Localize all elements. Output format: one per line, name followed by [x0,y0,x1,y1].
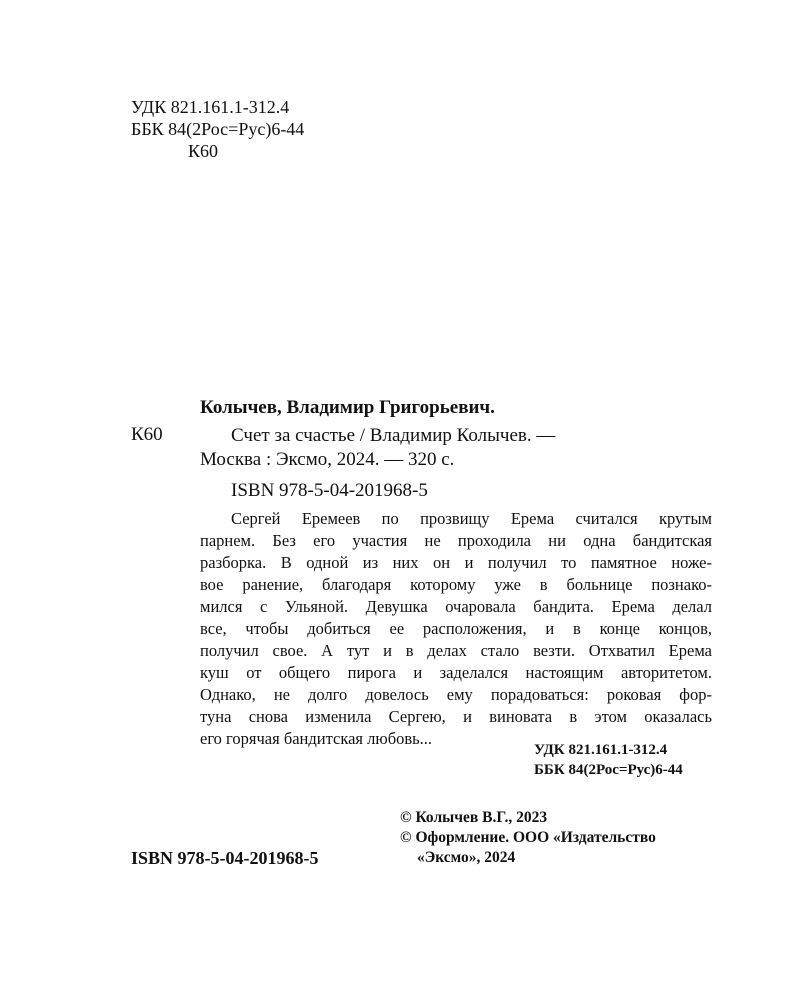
classification-codes-small [534,740,683,780]
annotation-line: Сергей Еремеев по прозвищу Ерема считался крутым [231,509,712,528]
annotation-line: парнем. Без его участия не проходила ни одна бандитская [200,531,712,550]
copyright-author: © Колычев В.Г., 2023 [400,809,548,826]
isbn-bottom: ISBN 978-5-04-201968-5 [131,848,319,868]
classification-codes [131,96,304,162]
copyright-block [400,808,656,868]
title-line: Счет за счастье / Владимир Колычев. — [231,425,556,446]
annotation-line: мился с Ульяной. Девушка очаровала бандита. Ерема делал [200,597,712,616]
annotation [200,508,712,750]
bibliographic-description [200,424,716,472]
annotation-line: все, чтобы добиться ее расположения, и в конце концов, [200,619,712,638]
annotation-line: туна снова изменила Сергею, и виновата в этом оказалась [200,707,712,726]
annotation-line: его горячая бандитская любовь... [200,729,433,748]
author-mark: К60 [188,141,219,161]
annotation-line: Однако, не долго довелось ему порадоваться: роковая фор- [200,685,712,704]
annotation-line: куш от общего пирога и заделался настоящим авторитетом. [200,663,712,682]
isbn-entry: ISBN 978-5-04-201968-5 [231,480,428,501]
annotation-line: разборка. В одной из них он и получил то памятное ноже- [200,553,712,572]
bbk-code: ББК 84(2Рос=Рус)6-44 [131,119,305,139]
copyright-publisher: «Эксмо», 2024 [417,849,516,866]
author-heading: Колычев, Владимир Григорьевич. [200,397,495,418]
udk-code-small: УДК 821.161.1-312.4 [534,742,668,758]
bbk-code-small: ББК 84(2Рос=Рус)6-44 [534,762,683,778]
annotation-line: вое ранение, благодаря которому уже в больнице познако- [200,575,712,594]
copyright-design: © Оформление. ООО «Издательство [400,829,656,846]
class-mark: К60 [131,424,163,445]
annotation-line: получил свое. А тут и в делах стало везти. Отхватил Ерема [200,641,712,660]
publication-line: Москва : Эксмо, 2024. — 320 с. [200,449,455,470]
udk-code: УДК 821.161.1-312.4 [131,97,290,117]
